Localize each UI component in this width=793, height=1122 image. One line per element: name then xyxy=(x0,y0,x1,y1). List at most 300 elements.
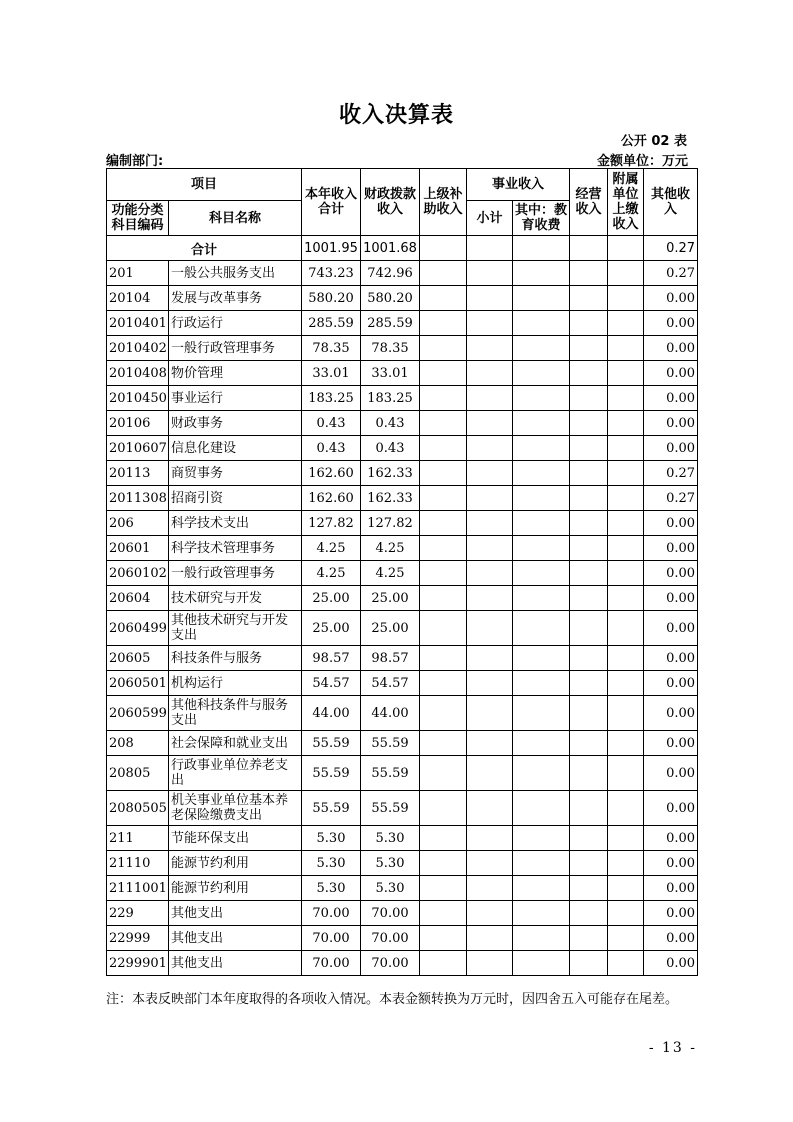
table-row xyxy=(107,311,698,336)
subject-name-cell: 机关事业单位基本养老保险缴费支出 xyxy=(169,791,302,826)
affiliated-cell xyxy=(608,461,644,486)
subject-name-cell: 信息化建设 xyxy=(169,436,302,461)
operating-cell xyxy=(570,826,608,851)
edu-fee-cell xyxy=(513,731,570,756)
other-income-cell: 0.00 xyxy=(644,901,698,926)
subtotal-cell xyxy=(467,586,513,611)
func-code-cell: 208 xyxy=(107,731,169,756)
edu-fee-cell xyxy=(513,336,570,361)
edu-fee-cell xyxy=(513,671,570,696)
other-income-cell: 0.00 xyxy=(644,411,698,436)
superior-cell xyxy=(420,901,467,926)
fiscal-cell: 0.43 xyxy=(361,436,420,461)
edu-fee-cell xyxy=(513,901,570,926)
edu-fee-cell xyxy=(513,561,570,586)
table-row xyxy=(107,486,698,511)
fiscal-cell: 4.25 xyxy=(361,536,420,561)
edu-fee-cell xyxy=(513,261,570,286)
other-income-cell: 0.27 xyxy=(644,461,698,486)
table-row xyxy=(107,536,698,561)
subtotal-cell xyxy=(467,756,513,791)
fiscal-cell: 580.20 xyxy=(361,286,420,311)
operating-cell xyxy=(570,756,608,791)
affiliated-cell xyxy=(608,611,644,646)
func-code-cell: 2080505 xyxy=(107,791,169,826)
subject-name-cell: 商贸事务 xyxy=(169,461,302,486)
superior-cell xyxy=(420,511,467,536)
empty-cell xyxy=(608,236,644,261)
edu-fee-cell xyxy=(513,611,570,646)
operating-cell xyxy=(570,901,608,926)
subject-name-cell: 财政事务 xyxy=(169,411,302,436)
subtotal-cell xyxy=(467,436,513,461)
superior-cell xyxy=(420,756,467,791)
superior-cell xyxy=(420,586,467,611)
other-income-cell: 0.00 xyxy=(644,336,698,361)
edu-fee-cell xyxy=(513,756,570,791)
fiscal-cell: 44.00 xyxy=(361,696,420,731)
total-income-cell: 162.60 xyxy=(302,486,361,511)
table-row xyxy=(107,951,698,976)
table-row xyxy=(107,361,698,386)
table-row xyxy=(107,286,698,311)
header-total-income: 本年收入合计 xyxy=(302,169,361,236)
subject-name-cell: 能源节约利用 xyxy=(169,876,302,901)
affiliated-cell xyxy=(608,696,644,731)
subject-name-cell: 一般行政管理事务 xyxy=(169,561,302,586)
operating-cell xyxy=(570,361,608,386)
other-income-cell: 0.00 xyxy=(644,756,698,791)
func-code-cell: 2011308 xyxy=(107,486,169,511)
func-code-cell: 20104 xyxy=(107,286,169,311)
operating-cell xyxy=(570,411,608,436)
superior-cell xyxy=(420,791,467,826)
table-row xyxy=(107,386,698,411)
other-income-cell: 0.00 xyxy=(644,731,698,756)
other-income-cell: 0.27 xyxy=(644,261,698,286)
fiscal-cell: 5.30 xyxy=(361,851,420,876)
subtotal-cell xyxy=(467,461,513,486)
table-row xyxy=(107,851,698,876)
edu-fee-cell xyxy=(513,536,570,561)
fiscal-cell: 55.59 xyxy=(361,791,420,826)
total-income-cell: 0.43 xyxy=(302,436,361,461)
header-superior: 上级补助收入 xyxy=(420,169,467,236)
edu-fee-cell xyxy=(513,436,570,461)
edu-fee-cell xyxy=(513,286,570,311)
edu-fee-cell xyxy=(513,791,570,826)
other-income-cell: 0.00 xyxy=(644,851,698,876)
affiliated-cell xyxy=(608,411,644,436)
edu-fee-cell xyxy=(513,361,570,386)
total-income-cell: 5.30 xyxy=(302,826,361,851)
fiscal-cell: 25.00 xyxy=(361,586,420,611)
other-income-cell: 0.00 xyxy=(644,586,698,611)
fiscal-cell: 127.82 xyxy=(361,511,420,536)
affiliated-cell xyxy=(608,951,644,976)
edu-fee-cell xyxy=(513,951,570,976)
fiscal-cell: 183.25 xyxy=(361,386,420,411)
operating-cell xyxy=(570,336,608,361)
other-income-cell: 0.00 xyxy=(644,311,698,336)
total-income-cell: 5.30 xyxy=(302,851,361,876)
total-income-cell: 98.57 xyxy=(302,646,361,671)
total-income-cell: 70.00 xyxy=(302,926,361,951)
total-income-cell: 4.25 xyxy=(302,536,361,561)
edu-fee-cell xyxy=(513,386,570,411)
other-income-cell: 0.00 xyxy=(644,511,698,536)
other-income-cell: 0.00 xyxy=(644,536,698,561)
other-income-cell: 0.00 xyxy=(644,561,698,586)
superior-cell xyxy=(420,311,467,336)
func-code-cell: 201 xyxy=(107,261,169,286)
subject-name-cell: 其他技术研究与开发支出 xyxy=(169,611,302,646)
edu-fee-cell xyxy=(513,511,570,536)
superior-cell xyxy=(420,461,467,486)
subject-name-cell: 机构运行 xyxy=(169,671,302,696)
table-row xyxy=(107,561,698,586)
affiliated-cell xyxy=(608,901,644,926)
operating-cell xyxy=(570,926,608,951)
total-income-cell: 54.57 xyxy=(302,671,361,696)
affiliated-cell xyxy=(608,386,644,411)
operating-cell xyxy=(570,671,608,696)
subtotal-cell xyxy=(467,851,513,876)
footnote: 注：本表反映部门本年度取得的各项收入情况。本表金额转换为万元时，因四舍五入可能存在尾差。 xyxy=(106,992,679,1007)
affiliated-cell xyxy=(608,561,644,586)
other-income-cell: 0.00 xyxy=(644,696,698,731)
subtotal-cell xyxy=(467,361,513,386)
header-operating: 经营收入 xyxy=(570,169,608,236)
operating-cell xyxy=(570,436,608,461)
superior-cell xyxy=(420,411,467,436)
total-label: 合计 xyxy=(107,236,302,261)
total-income-cell: 55.59 xyxy=(302,731,361,756)
edu-fee-cell xyxy=(513,486,570,511)
fiscal-cell: 33.01 xyxy=(361,361,420,386)
total-income-cell: 55.59 xyxy=(302,756,361,791)
table-row xyxy=(107,646,698,671)
empty-cell xyxy=(570,236,608,261)
superior-cell xyxy=(420,436,467,461)
fiscal-cell: 54.57 xyxy=(361,671,420,696)
total-income-cell: 55.59 xyxy=(302,791,361,826)
header-business-income: 事业收入 xyxy=(467,169,570,201)
superior-cell xyxy=(420,536,467,561)
subtotal-cell xyxy=(467,826,513,851)
affiliated-cell xyxy=(608,261,644,286)
report-meta xyxy=(106,150,688,169)
other-income-cell: 0.00 xyxy=(644,286,698,311)
table-row xyxy=(107,791,698,826)
operating-cell xyxy=(570,511,608,536)
func-code-cell: 2010607 xyxy=(107,436,169,461)
subject-name-cell: 科学技术管理事务 xyxy=(169,536,302,561)
fiscal-cell: 162.33 xyxy=(361,461,420,486)
operating-cell xyxy=(570,851,608,876)
header-subject-name: 科目名称 xyxy=(169,201,302,236)
total-income-cell: 70.00 xyxy=(302,901,361,926)
func-code-cell: 20113 xyxy=(107,461,169,486)
affiliated-cell xyxy=(608,791,644,826)
subtotal-cell xyxy=(467,611,513,646)
other-income-cell: 0.00 xyxy=(644,876,698,901)
other-income-cell: 0.00 xyxy=(644,951,698,976)
edu-fee-cell xyxy=(513,851,570,876)
func-code-cell: 20604 xyxy=(107,586,169,611)
subtotal-cell xyxy=(467,696,513,731)
edu-fee-cell xyxy=(513,876,570,901)
edu-fee-cell xyxy=(513,461,570,486)
subject-name-cell: 发展与改革事务 xyxy=(169,286,302,311)
subject-name-cell: 行政运行 xyxy=(169,311,302,336)
subject-name-cell: 科技条件与服务 xyxy=(169,646,302,671)
operating-cell xyxy=(570,286,608,311)
affiliated-cell xyxy=(608,876,644,901)
subject-name-cell: 其他支出 xyxy=(169,926,302,951)
total-income-cell: 5.30 xyxy=(302,876,361,901)
table-row xyxy=(107,586,698,611)
superior-cell xyxy=(420,731,467,756)
table-row xyxy=(107,336,698,361)
operating-cell xyxy=(570,386,608,411)
affiliated-cell xyxy=(608,646,644,671)
header-subtotal: 小计 xyxy=(467,201,513,236)
total-income-cell: 285.59 xyxy=(302,311,361,336)
func-code-cell: 206 xyxy=(107,511,169,536)
total-income-cell: 580.20 xyxy=(302,286,361,311)
subtotal-cell xyxy=(467,386,513,411)
superior-cell xyxy=(420,851,467,876)
total-income-cell: 44.00 xyxy=(302,696,361,731)
fiscal-cell: 55.59 xyxy=(361,731,420,756)
total-income-cell: 78.35 xyxy=(302,336,361,361)
affiliated-cell xyxy=(608,926,644,951)
report-title: 收入决算表 xyxy=(338,103,454,128)
affiliated-cell xyxy=(608,851,644,876)
other-income-cell: 0.00 xyxy=(644,671,698,696)
affiliated-cell xyxy=(608,361,644,386)
empty-cell xyxy=(467,236,513,261)
affiliated-cell xyxy=(608,671,644,696)
other-income-cell: 0.00 xyxy=(644,826,698,851)
func-code-cell: 2060599 xyxy=(107,696,169,731)
operating-cell xyxy=(570,876,608,901)
edu-fee-cell xyxy=(513,696,570,731)
subtotal-cell xyxy=(467,286,513,311)
operating-cell xyxy=(570,586,608,611)
subject-name-cell: 招商引资 xyxy=(169,486,302,511)
header-project: 项目 xyxy=(107,169,302,201)
total-income-cell: 4.25 xyxy=(302,561,361,586)
fiscal-cell: 0.43 xyxy=(361,411,420,436)
affiliated-cell xyxy=(608,486,644,511)
subtotal-cell xyxy=(467,261,513,286)
subject-name-cell: 一般行政管理事务 xyxy=(169,336,302,361)
superior-cell xyxy=(420,926,467,951)
subtotal-cell xyxy=(467,511,513,536)
subtotal-cell xyxy=(467,791,513,826)
total-fiscal-value: 1001.68 xyxy=(361,236,420,261)
empty-cell xyxy=(513,236,570,261)
func-code-cell: 2010401 xyxy=(107,311,169,336)
total-income-cell: 25.00 xyxy=(302,611,361,646)
fiscal-cell: 70.00 xyxy=(361,926,420,951)
header-affiliated: 附属单位上缴收入 xyxy=(608,169,644,236)
affiliated-cell xyxy=(608,756,644,791)
other-income-cell: 0.00 xyxy=(644,791,698,826)
func-code-cell: 211 xyxy=(107,826,169,851)
operating-cell xyxy=(570,486,608,511)
table-row xyxy=(107,876,698,901)
affiliated-cell xyxy=(608,731,644,756)
subtotal-cell xyxy=(467,311,513,336)
fiscal-cell: 285.59 xyxy=(361,311,420,336)
affiliated-cell xyxy=(608,826,644,851)
edu-fee-cell xyxy=(513,586,570,611)
table-row xyxy=(107,411,698,436)
superior-cell xyxy=(420,561,467,586)
subtotal-cell xyxy=(467,901,513,926)
superior-cell xyxy=(420,486,467,511)
superior-cell xyxy=(420,671,467,696)
header-func-code: 功能分类科目编码 xyxy=(107,201,169,236)
other-income-cell: 0.00 xyxy=(644,926,698,951)
fiscal-cell: 98.57 xyxy=(361,646,420,671)
department-label: 编制部门: xyxy=(106,154,164,169)
other-income-cell: 0.00 xyxy=(644,361,698,386)
table-row xyxy=(107,731,698,756)
operating-cell xyxy=(570,696,608,731)
edu-fee-cell xyxy=(513,311,570,336)
fiscal-cell: 5.30 xyxy=(361,826,420,851)
subtotal-cell xyxy=(467,731,513,756)
edu-fee-cell xyxy=(513,926,570,951)
affiliated-cell xyxy=(608,286,644,311)
superior-cell xyxy=(420,261,467,286)
empty-cell xyxy=(420,236,467,261)
operating-cell xyxy=(570,791,608,826)
total-row xyxy=(107,236,698,261)
header-edu-fee: 其中：教育收费 xyxy=(513,201,570,236)
fiscal-cell: 742.96 xyxy=(361,261,420,286)
fiscal-cell: 162.33 xyxy=(361,486,420,511)
header-fiscal: 财政拨款收入 xyxy=(361,169,420,236)
fiscal-cell: 70.00 xyxy=(361,901,420,926)
func-code-cell: 2299901 xyxy=(107,951,169,976)
subject-name-cell: 科学技术支出 xyxy=(169,511,302,536)
fiscal-cell: 70.00 xyxy=(361,951,420,976)
other-income-cell: 0.00 xyxy=(644,386,698,411)
func-code-cell: 2060102 xyxy=(107,561,169,586)
table-row xyxy=(107,671,698,696)
subject-name-cell: 其他支出 xyxy=(169,951,302,976)
subtotal-cell xyxy=(467,486,513,511)
func-code-cell: 22999 xyxy=(107,926,169,951)
superior-cell xyxy=(420,646,467,671)
affiliated-cell xyxy=(608,436,644,461)
subject-name-cell: 行政事业单位养老支出 xyxy=(169,756,302,791)
table-row xyxy=(107,461,698,486)
operating-cell xyxy=(570,261,608,286)
table-row xyxy=(107,511,698,536)
superior-cell xyxy=(420,336,467,361)
other-income-cell: 0.00 xyxy=(644,611,698,646)
superior-cell xyxy=(420,361,467,386)
func-code-cell: 20601 xyxy=(107,536,169,561)
unit-label: 金额单位：万元 xyxy=(596,154,688,169)
table-row xyxy=(107,926,698,951)
fiscal-cell: 4.25 xyxy=(361,561,420,586)
func-code-cell: 2060501 xyxy=(107,671,169,696)
subject-name-cell: 其他科技条件与服务支出 xyxy=(169,696,302,731)
func-code-cell: 2010408 xyxy=(107,361,169,386)
affiliated-cell xyxy=(608,511,644,536)
subtotal-cell xyxy=(467,411,513,436)
operating-cell xyxy=(570,536,608,561)
table-row xyxy=(107,826,698,851)
other-income-cell: 0.27 xyxy=(644,486,698,511)
superior-cell xyxy=(420,876,467,901)
income-table xyxy=(106,168,698,976)
func-code-cell: 229 xyxy=(107,901,169,926)
func-code-cell: 2010450 xyxy=(107,386,169,411)
superior-cell xyxy=(420,611,467,646)
superior-cell xyxy=(420,386,467,411)
operating-cell xyxy=(570,951,608,976)
superior-cell xyxy=(420,286,467,311)
edu-fee-cell xyxy=(513,826,570,851)
operating-cell xyxy=(570,646,608,671)
subtotal-cell xyxy=(467,336,513,361)
subject-name-cell: 技术研究与开发 xyxy=(169,586,302,611)
table-row xyxy=(107,696,698,731)
edu-fee-cell xyxy=(513,646,570,671)
func-code-cell: 2010402 xyxy=(107,336,169,361)
fiscal-cell: 78.35 xyxy=(361,336,420,361)
operating-cell xyxy=(570,311,608,336)
affiliated-cell xyxy=(608,536,644,561)
operating-cell xyxy=(570,731,608,756)
edu-fee-cell xyxy=(513,411,570,436)
subtotal-cell xyxy=(467,926,513,951)
subtotal-cell xyxy=(467,876,513,901)
affiliated-cell xyxy=(608,586,644,611)
superior-cell xyxy=(420,826,467,851)
subtotal-cell xyxy=(467,561,513,586)
affiliated-cell xyxy=(608,336,644,361)
fiscal-cell: 25.00 xyxy=(361,611,420,646)
subject-name-cell: 一般公共服务支出 xyxy=(169,261,302,286)
operating-cell xyxy=(570,461,608,486)
subject-name-cell: 其他支出 xyxy=(169,901,302,926)
header-other: 其他收入 xyxy=(644,169,698,236)
table-row xyxy=(107,436,698,461)
table-row xyxy=(107,261,698,286)
subtotal-cell xyxy=(467,671,513,696)
subtotal-cell xyxy=(467,951,513,976)
total-income-cell: 162.60 xyxy=(302,461,361,486)
total-income-cell: 743.23 xyxy=(302,261,361,286)
other-income-cell: 0.00 xyxy=(644,436,698,461)
func-code-cell: 20106 xyxy=(107,411,169,436)
total-income-cell: 70.00 xyxy=(302,951,361,976)
func-code-cell: 20605 xyxy=(107,646,169,671)
total-income-cell: 183.25 xyxy=(302,386,361,411)
func-code-cell: 20805 xyxy=(107,756,169,791)
func-code-cell: 21110 xyxy=(107,851,169,876)
superior-cell xyxy=(420,696,467,731)
